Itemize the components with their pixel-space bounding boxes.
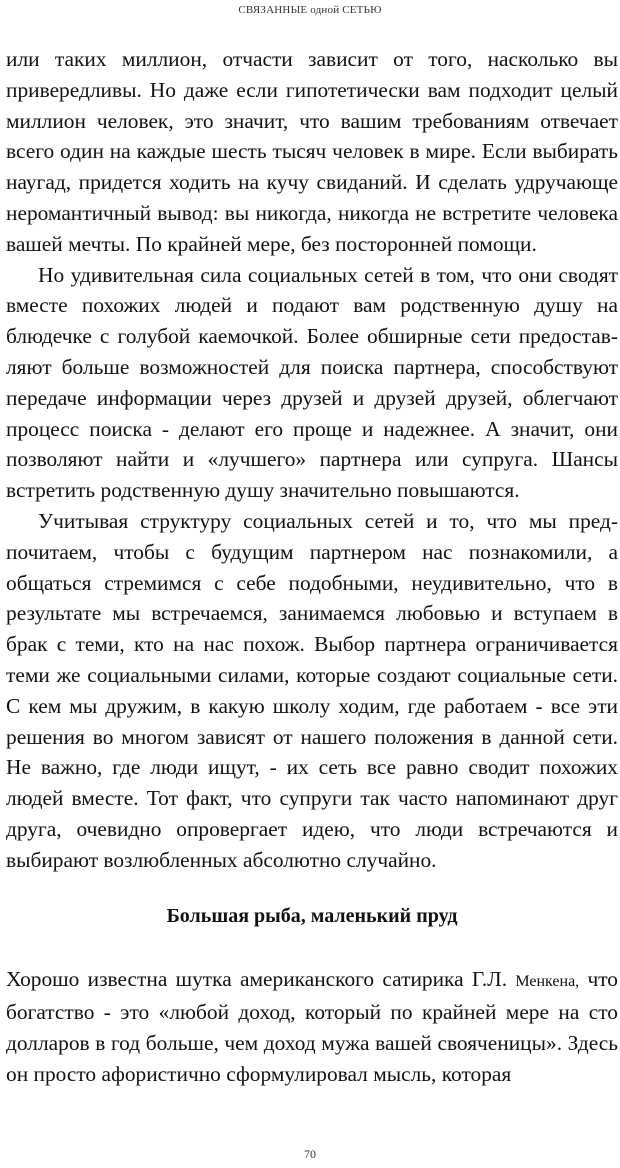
paragraph-3: Учитывая структуру социальных сетей и то, что мы предпочитаем, чтобы с будущим партнером нас познакомили, а общаться стремимся с себе подобными, неудивительно, что в результате мы встречаемся, занимаемся любовью и вступаем в брак с теми, кто на нас похож. Выбор партнера ограничивается теми же социальными силами, которые создают социальные сети. С кем мы дружим, в какую школу ходим, где работаем - все эти решения во многом зависят от нашего положения в данной сети. Не важно, где люди ищут, - их сеть все равно сводит похожих людей вместе. Тот факт, что супруги так часто напоминают друг друга, очевидно опровергает идею, что люди встречаются и выбирают возлюбленных абсолютно случайно. xyxy=(6,508,618,872)
running-head: СВЯЗАННЫЕ одной СЕТЬЮ xyxy=(238,4,382,16)
page-body xyxy=(6,44,618,1090)
section-heading: Большая рыба, маленький пруд xyxy=(166,904,458,927)
paragraph-4-start: Хорошо известна шутка американского сатирика Г.Л. xyxy=(6,966,516,991)
paragraph-2: Но удивительная сила социальных сетей в том, что они сводят вместе похожих людей и подают вам родственную душу на блюдечке с голубой каемочкой. Более обширные сети предоставляют больше возможностей для поиска партнера, способствуют передаче информации через друзей и друзей друзей, облегчают процесс поиска - делают его проще и надежнее. А значит, они позволяют найти и «лучшего» партнера или супруга. Шансы встретить родственную душу значительно повышаются. xyxy=(6,262,618,503)
paragraph-4-end: что богатство - это «любой доход, который по крайней мере на сто долларов в год больше, чем доход мужа вашей свояченицы». Здесь он просто афористично сформулировал мысль, которая xyxy=(6,966,618,1086)
author-name: Менкена, xyxy=(515,972,580,990)
paragraph-4 xyxy=(6,964,618,1090)
paragraph-1: или таких миллион, отчасти зависит от того, насколько вы привередливы. Но даже если гипотетически вам подходит целый миллион человек, это значит, что вашим требованиям отвечает всего один на каждые шесть тысяч человек в мире. Если выбирать наугад, придется ходить на кучу свиданий. И сделать удручающе неромантичный вывод: вы никогда, никогда не встретите человека вашей мечты. По крайней мере, без посторонней помощи. xyxy=(6,47,618,256)
page-number: 70 xyxy=(304,1147,316,1161)
